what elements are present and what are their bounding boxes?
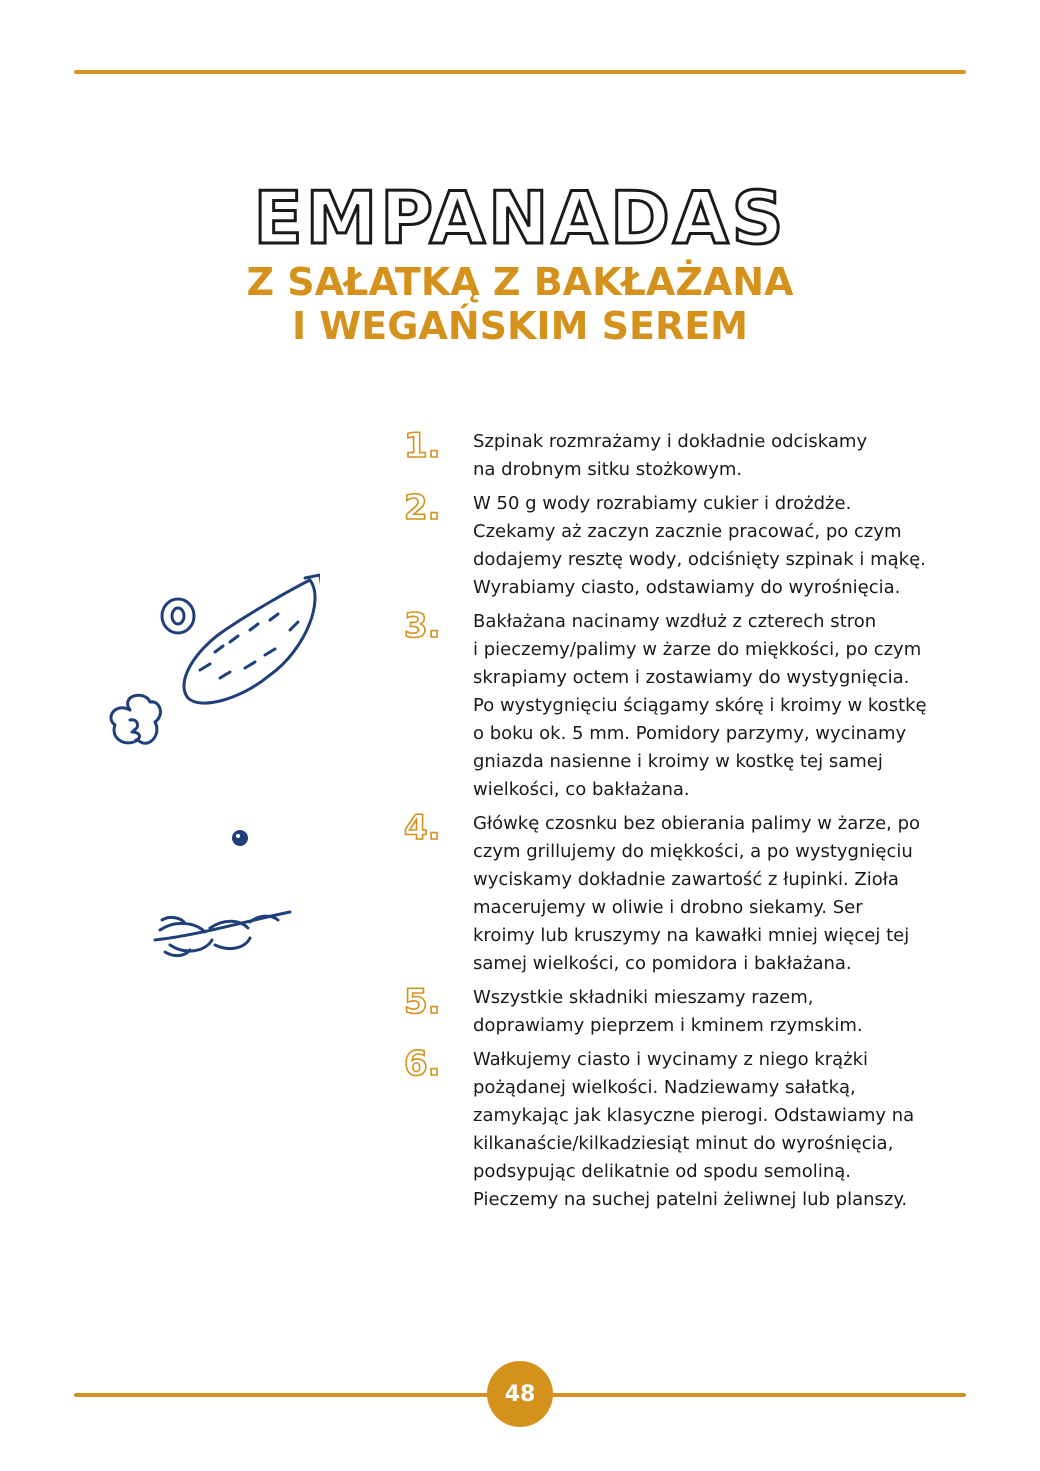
step-text: Szpinak rozmrażamy i dokładnie odciskamy na drobnym sitku stożkowym. [473, 431, 868, 480]
recipe-title-block [0, 178, 1040, 348]
step-6 [404, 1046, 964, 1214]
step-number: 4. [404, 808, 441, 848]
step-number: 1. [404, 426, 441, 466]
garlic-clove-icon [111, 695, 160, 743]
recipe-subtitle-line1: Z SAŁATKĄ Z BAKŁAŻANA [246, 260, 794, 304]
step-text: Główkę czosnku bez obierania palimy w żarze, po czym grillujemy do miękkości, a po wystygnięciu wyciskamy dokładnie zawartość z łupinki. Zioła macerujemy w oliwie i drobno siekamy. Ser kroimy lub kruszymy na kawałki mniej więcej tej samej wielkości, co pomidora i bakłażana. [473, 813, 921, 974]
step-number: 2. [404, 488, 441, 528]
step-text: Bakłażana nacinamy wzdłuż z czterech stron i pieczemy/palimy w żarze do miękkości, po czym skrapiamy octem i zostawiamy do wystygnięcia. Po wystygnięciu ściągamy skórę i kroimy w kostkę o boku ok. 5 mm. Pomidory parzymy, wycinamy gniazda nasienne i kroimy w kostkę tej samej wielkości, co bakłażana. [473, 611, 927, 800]
step-text: Wszystkie składniki mieszamy razem, doprawiamy pieprzem i kminem rzymskim. [473, 987, 863, 1036]
step-3 [404, 608, 964, 804]
step-2 [404, 490, 964, 602]
ring-icon [162, 599, 194, 633]
ingredient-doodles [100, 560, 320, 980]
step-number: 3. [404, 606, 441, 646]
page-number: 48 [504, 1381, 536, 1407]
recipe-steps [404, 428, 964, 1220]
step-text: W 50 g wody rozrabiamy cukier i drożdże. Czekamy aż zaczyn zacznie pracować, po czym dodajemy resztę wody, odciśnięty szpinak i mąkę. Wyrabiamy ciasto, odstawiamy do wyrośnięcia. [473, 493, 926, 598]
step-number: 6. [404, 1044, 441, 1084]
page-number-badge [487, 1361, 553, 1427]
top-rule [74, 70, 966, 74]
peppercorn-icon [232, 830, 248, 846]
step-text: Wałkujemy ciasto i wycinamy z niego krążki pożądanej wielkości. Nadziewamy sałatką, zamykając jak klasyczne pierogi. Odstawiamy na kilkanaście/kilkadziesiąt minut do wyrośnięcia, podsypując delikatnie od spodu semoliną. Pieczemy na suchej patelni żeliwnej lub planszy. [473, 1049, 915, 1210]
eggplant-icon [184, 575, 320, 703]
step-4 [404, 810, 964, 978]
recipe-subtitle-line2: I WEGAŃSKIM SEREM [292, 304, 748, 348]
step-number: 5. [404, 982, 441, 1022]
step-1 [404, 428, 964, 484]
recipe-title: EMPANADAS [253, 176, 787, 260]
herb-sprig-icon [155, 912, 290, 956]
step-5 [404, 984, 964, 1040]
